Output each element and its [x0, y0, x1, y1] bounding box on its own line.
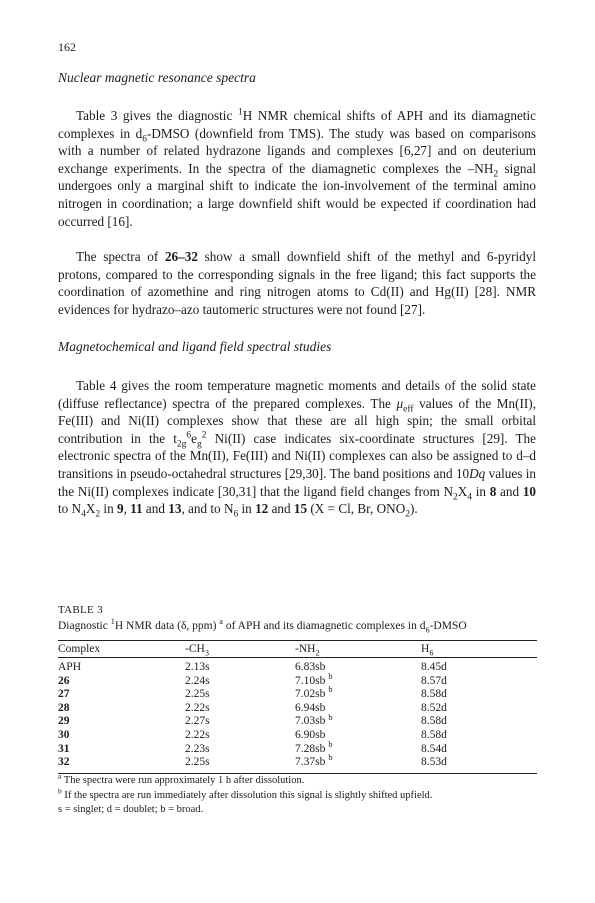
cell-complex: 32: [58, 756, 185, 773]
header-complex: Complex: [58, 641, 185, 658]
cell-h6: 8.52d: [421, 701, 447, 714]
footnote-marker: b: [328, 753, 333, 763]
cell-nh2: 6.90sb: [295, 728, 326, 741]
table-caption: Diagnostic $^1$H NMR data (δ, ppm) $^a$ of APH and its diamagnetic complexes in $d_6$-DMSO: [58, 617, 467, 635]
nmr-data-table: [58, 640, 537, 774]
table-row: [58, 658, 537, 675]
cell-ch3: 2.22s: [185, 728, 210, 741]
table-row: [58, 675, 537, 689]
header-nh2: $-NH_2$: [295, 641, 421, 658]
section-heading-magnetochemical: Magnetochemical and ligand field spectral studies: [58, 339, 332, 354]
cell-ch3: 2.25s: [185, 756, 295, 773]
cell-h6: 8.58d: [421, 688, 447, 701]
cell-nh2: 7.28sb $^b$: [295, 739, 333, 755]
cell-h6: 8.45d: [421, 661, 447, 673]
footnote-marker: b: [328, 739, 333, 749]
footnote-marker: b: [328, 671, 333, 681]
cell-ch3: 2.25s: [185, 688, 210, 701]
cell-nh2: 6.94sb: [295, 701, 326, 714]
cell-complex: 30: [58, 728, 70, 741]
table-header-row: [58, 641, 537, 658]
table-row: [58, 688, 537, 702]
cell-nh2: 7.03sb $^b$: [295, 712, 333, 728]
section-heading-nmr: Nuclear magnetic resonance spectra: [58, 70, 256, 85]
cell-nh2: 6.83sb: [295, 661, 326, 673]
cell-ch3: 2.22s: [185, 701, 210, 714]
footnote-legend: s = singlet; d = doublet; b = broad.: [58, 804, 204, 815]
table-row: [58, 729, 537, 743]
paragraph-magnetochemical: Table 4 gives the room temperature magnetic moments and details of the solid state (diffuse reflectance) spectra of the prepared complexes. The $\mu_{eff}$ values of the Mn(II), Fe(III) and Ni(II) complexes show that these are all high spin; the small orbital contribution in the $t_{2g}^6e_g^2$ Ni(II) case indicates six-coordinate structures [29]. The electronic spectra of the Mn(II), Fe(III) and Ni(II) complexes can also be assigned to d–d transitions in pseudo-octahedral structures [29,30]. The band positions and 10Dq values in the Ni(II) complexes indicate [30,31] that the ligand field changes from $N_2X_4$ in 8 and 10 to $N_4X_2$ in 9, 11 and 13, and to $N_6$ in 12 and 15 (X = Cl, Br, $ONO_2$).: [58, 378, 536, 520]
cell-ch3: 2.23s: [185, 742, 210, 755]
cell-complex: APH: [58, 661, 82, 673]
cell-complex: 27: [58, 688, 70, 701]
cell-h6: 8.58d: [421, 728, 447, 741]
cell-complex: 26: [58, 674, 70, 687]
cell-ch3: 2.24s: [185, 674, 210, 687]
cell-h6: 8.58d: [421, 715, 447, 728]
cell-ch3: 2.27s: [185, 715, 210, 728]
header-h6: $H_6$: [421, 641, 537, 658]
table-row: [58, 702, 537, 716]
table-row: [58, 756, 537, 773]
cell-complex: 31: [58, 742, 70, 755]
cell-h6: 8.53d: [421, 756, 537, 773]
cell-nh2: 7.37sb $^b$: [295, 756, 421, 773]
header-ch3: $-CH_3$: [185, 641, 295, 658]
cell-complex: 29: [58, 715, 70, 728]
cell-complex: 28: [58, 701, 70, 714]
paragraph-nmr-2: The spectra of 26–32 show a small downfield shift of the methyl and 6-pyridyl protons, compared to the corresponding signals in the free ligand; this fact supports the coordination of azomethine and ring nitrogen atoms to Cd(II) and Hg(II) [28]. NMR evidences for hydrazo–azo tautomeric structures were not found [27].: [58, 249, 536, 317]
cell-nh2: 7.02sb $^b$: [295, 685, 333, 701]
footnote-b: $^b$ If the spectra are run immediately after dissolution this signal is slightly shifted upfield.: [58, 786, 433, 801]
footnote-a: $^a$ The spectra were run approximately 1 h after dissolution.: [58, 771, 305, 786]
table-row: [58, 715, 537, 729]
cell-h6: 8.57d: [421, 674, 447, 687]
footnote-marker: b: [328, 712, 333, 722]
page-number: 162: [58, 40, 76, 54]
cell-ch3: 2.13s: [185, 661, 210, 673]
paragraph-nmr-1: Table 3 gives the diagnostic $^1$H NMR chemical shifts of APH and its diamagnetic complexes in $d_6$-DMSO (downfield from TMS). The study was based on comparisons with a number of related hydrazone ligands and complexes [6,27] and on deuterium exchange experiments. In the spectra of the diamagnetic complexes the $-NH_2$ signal undergoes only a marginal shift to indicate the ion-involvement of the terminal amino nitrogen in coordination; a large downfield shift would be expected if coordination had occurred [16].: [58, 107, 536, 229]
table-row: [58, 743, 537, 757]
footnote-marker: b: [328, 685, 333, 695]
cell-nh2: 7.10sb $^b$: [295, 671, 333, 687]
table-label: TABLE 3: [58, 604, 103, 616]
cell-h6: 8.54d: [421, 742, 447, 755]
